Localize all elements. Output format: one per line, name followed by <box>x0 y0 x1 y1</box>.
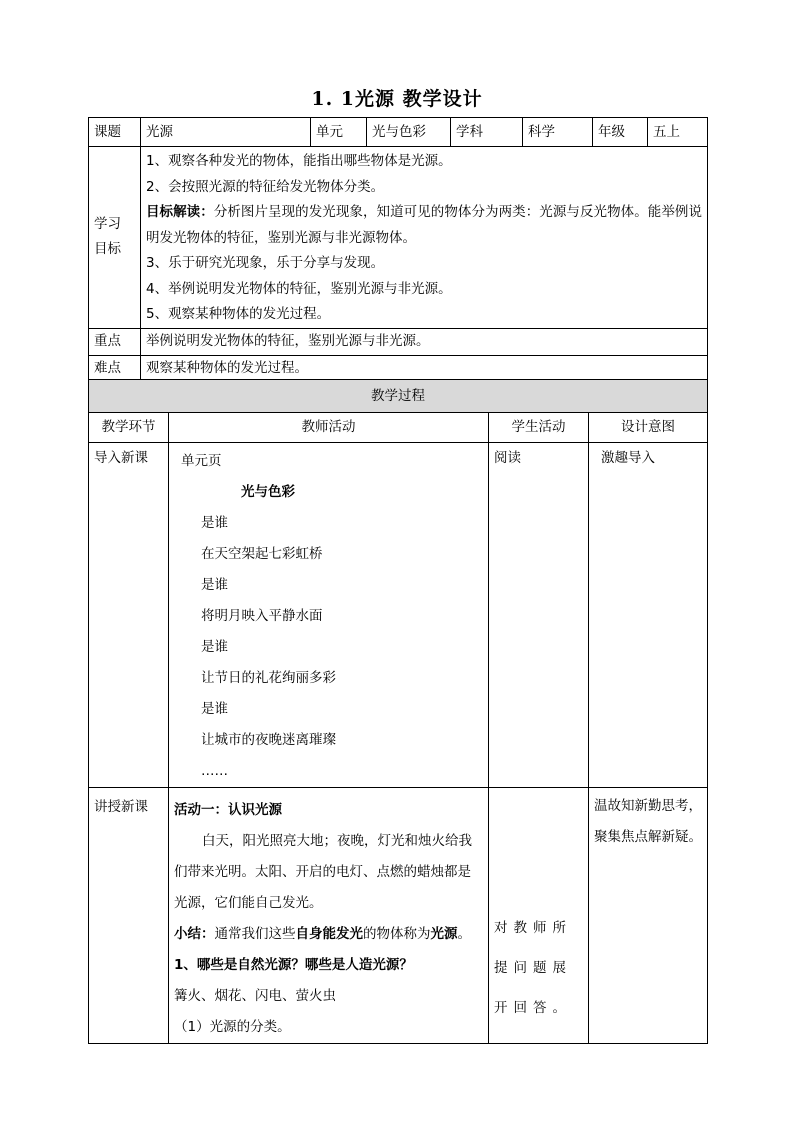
intro-line: 是谁 <box>201 577 228 593</box>
column-header-row <box>89 413 708 443</box>
subject-value: 科学 <box>523 118 593 147</box>
info-row <box>89 118 708 147</box>
key-point-text: 举例说明发光物体的特征，鉴别光源与非光源。 <box>141 328 708 355</box>
intro-line: 让节日的礼花绚丽多彩 <box>201 670 336 686</box>
subject-label: 学科 <box>451 118 523 147</box>
goal-item: 2、会按照光源的特征给发光物体分类。 <box>146 178 385 195</box>
activity-title: 活动一：认识光源 <box>174 802 282 818</box>
lecture-student <box>489 788 589 1044</box>
lecture-paragraph: 白天，阳光照亮大地；夜晚，灯光和烛火给我们带来光明。太阳、开启的电灯、点燃的蜡烛都是光源，它们能自己发光。 <box>174 833 472 911</box>
intro-line: 在天空架起七彩虹桥 <box>201 546 323 562</box>
intro-row <box>89 443 708 788</box>
process-header: 教学过程 <box>89 380 708 413</box>
goals-content <box>141 147 708 329</box>
process-header-row <box>89 380 708 413</box>
intro-line: 将明月映入平静水面 <box>201 608 323 624</box>
student-answer: 对教师所提问题展开回答。 <box>494 920 572 1016</box>
lecture-teacher <box>169 788 489 1044</box>
difficulty-text: 观察某种物体的发光过程。 <box>141 355 708 381</box>
intro-line: 是谁 <box>201 639 228 655</box>
summary-bold: 光源 <box>430 926 458 942</box>
goal-item: 4、举例说明发光物体的特征，鉴别光源与非光源。 <box>146 280 452 297</box>
intro-line: 让城市的夜晚迷离璀璨 <box>201 732 336 748</box>
process-table <box>88 379 708 1044</box>
intro-teacher <box>169 443 489 788</box>
summary-text: 的物体称为 <box>363 926 431 942</box>
goals-label-line1: 学习 <box>94 216 121 233</box>
goal-interpretation <box>146 200 702 251</box>
summary-bold: 自身能发光 <box>295 926 363 942</box>
grade-label: 年级 <box>593 118 648 147</box>
intent-text: 温故知新勤思考，聚集焦点解新疑。 <box>594 798 702 845</box>
unit-label: 单元 <box>311 118 367 147</box>
intro-stage: 导入新课 <box>89 443 169 788</box>
lecture-intent <box>589 788 708 1044</box>
summary-label: 小结： <box>174 926 215 942</box>
unit-value: 光与色彩 <box>367 118 451 147</box>
topic-label: 课题 <box>89 118 141 147</box>
page-title: 1. 1光源 教学设计 <box>311 88 483 110</box>
goals-label <box>89 147 141 329</box>
lecture-examples: 篝火、烟花、闪电、萤火虫 <box>174 988 336 1004</box>
col-header-stage: 教学环节 <box>89 413 169 443</box>
intro-line: 是谁 <box>201 515 228 531</box>
intro-line: 是谁 <box>201 701 228 717</box>
col-header-student: 学生活动 <box>489 413 589 443</box>
col-header-teacher: 教师活动 <box>169 413 489 443</box>
grade-value: 五上 <box>648 118 708 147</box>
intro-student: 阅读 <box>489 443 589 788</box>
key-point-label: 重点 <box>89 328 141 355</box>
info-table <box>88 117 708 382</box>
goal-item: 3、乐于研究光现象，乐于分享与发现。 <box>146 255 385 271</box>
lecture-stage: 讲授新课 <box>89 788 169 1044</box>
difficulty-row <box>89 355 708 381</box>
topic-value: 光源 <box>141 118 311 147</box>
goal-item: 1、观察各种发光的物体，能指出哪些物体是光源。 <box>146 153 452 169</box>
key-point-row <box>89 328 708 355</box>
lecture-summary <box>174 919 483 950</box>
lecture-subheading: （1）光源的分类。 <box>174 1019 291 1035</box>
lecture-question: 1、哪些是自然光源？哪些是人造光源？ <box>174 957 413 973</box>
difficulty-label: 难点 <box>89 355 141 381</box>
intro-line: 单元页 <box>181 453 222 469</box>
interpretation-label: 目标解读： <box>146 204 214 220</box>
interpretation-text: 分析图片呈现的发光现象，知道可见的物体分为两类：光源与反光物体。能举例说明发光物体的特征，鉴别光源与非光源物体。 <box>146 204 702 246</box>
goal-item: 5、观察某种物体的发光过程。 <box>146 306 331 322</box>
lecture-row <box>89 788 708 1044</box>
col-header-intent: 设计意图 <box>589 413 708 443</box>
intro-intent: 激趣导入 <box>589 443 708 788</box>
intro-line: 光与色彩 <box>241 484 295 500</box>
goals-row <box>89 147 708 329</box>
summary-text: 。 <box>457 926 471 942</box>
summary-text: 通常我们这些 <box>214 926 296 942</box>
goals-label-line2: 目标 <box>94 241 121 258</box>
intro-line: …… <box>201 763 228 779</box>
